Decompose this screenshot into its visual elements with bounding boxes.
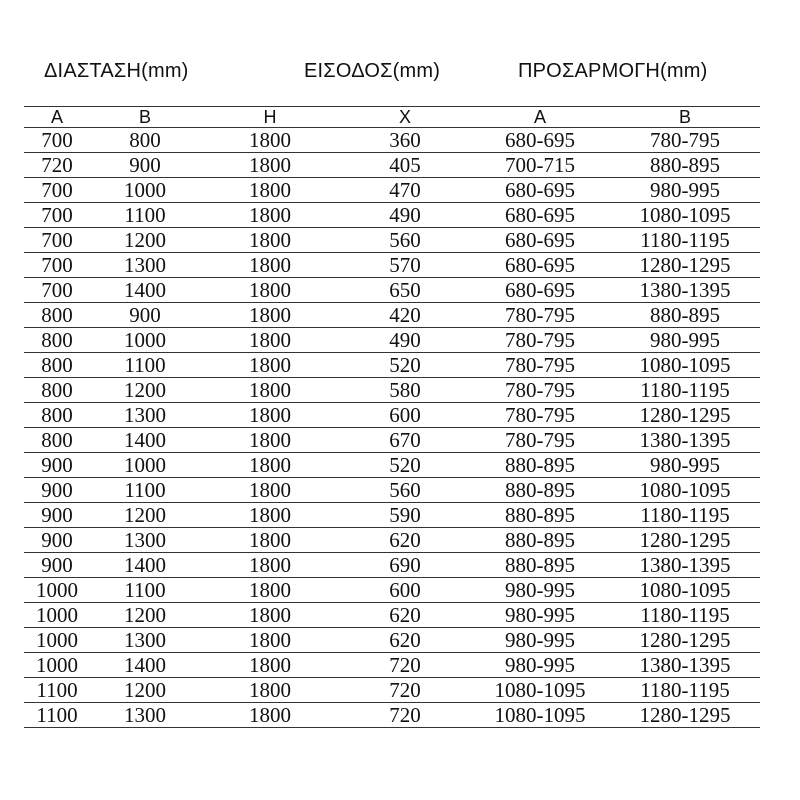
cell-height: 1800 — [200, 703, 340, 728]
table-row — [24, 678, 760, 703]
table-row — [24, 228, 760, 253]
cell-adjustment-a: 680-695 — [470, 228, 610, 253]
cell-height: 1800 — [200, 278, 340, 303]
cell-entry-x: 650 — [340, 278, 470, 303]
table-row — [24, 303, 760, 328]
cell-adjustment-b: 780-795 — [610, 128, 760, 153]
cell-entry-x: 720 — [340, 678, 470, 703]
cell-dimension-b: 1300 — [90, 528, 200, 553]
cell-entry-x: 520 — [340, 353, 470, 378]
cell-adjustment-b: 1180-1195 — [610, 678, 760, 703]
cell-adjustment-b: 880-895 — [610, 153, 760, 178]
cell-dimension-b: 1400 — [90, 653, 200, 678]
table-row — [24, 253, 760, 278]
table-row — [24, 353, 760, 378]
cell-dimension-b: 1400 — [90, 553, 200, 578]
cell-adjustment-a: 1080-1095 — [470, 703, 610, 728]
cell-dimension-a: 1100 — [24, 703, 90, 728]
cell-dimension-a: 800 — [24, 403, 90, 428]
table-row — [24, 328, 760, 353]
cell-dimension-a: 800 — [24, 428, 90, 453]
table-row — [24, 578, 760, 603]
column-header-adjustment-b: B — [610, 107, 760, 128]
cell-adjustment-a: 880-895 — [470, 503, 610, 528]
table-row — [24, 128, 760, 153]
cell-adjustment-b: 1380-1395 — [610, 653, 760, 678]
cell-adjustment-a: 680-695 — [470, 278, 610, 303]
cell-entry-x: 490 — [340, 328, 470, 353]
cell-height: 1800 — [200, 503, 340, 528]
cell-adjustment-b: 1080-1095 — [610, 578, 760, 603]
entry-group-header: ΕΙΣΟΔΟΣ(mm) — [304, 60, 441, 82]
cell-adjustment-a: 780-795 — [470, 328, 610, 353]
cell-dimension-a: 700 — [24, 278, 90, 303]
cell-dimension-b: 1200 — [90, 378, 200, 403]
cell-adjustment-b: 1280-1295 — [610, 528, 760, 553]
cell-height: 1800 — [200, 128, 340, 153]
cell-adjustment-a: 880-895 — [470, 553, 610, 578]
dimensions-table — [24, 106, 760, 728]
cell-dimension-a: 1000 — [24, 653, 90, 678]
cell-dimension-b: 1300 — [90, 703, 200, 728]
cell-entry-x: 490 — [340, 203, 470, 228]
cell-dimension-a: 700 — [24, 178, 90, 203]
cell-height: 1800 — [200, 153, 340, 178]
cell-adjustment-b: 1380-1395 — [610, 428, 760, 453]
cell-height: 1800 — [200, 303, 340, 328]
cell-dimension-b: 1300 — [90, 253, 200, 278]
cell-adjustment-a: 780-795 — [470, 378, 610, 403]
cell-dimension-a: 900 — [24, 553, 90, 578]
cell-adjustment-b: 980-995 — [610, 328, 760, 353]
cell-entry-x: 600 — [340, 578, 470, 603]
cell-entry-x: 405 — [340, 153, 470, 178]
cell-dimension-a: 700 — [24, 128, 90, 153]
cell-height: 1800 — [200, 328, 340, 353]
table-row — [24, 553, 760, 578]
cell-dimension-a: 720 — [24, 153, 90, 178]
cell-adjustment-b: 1080-1095 — [610, 478, 760, 503]
cell-entry-x: 590 — [340, 503, 470, 528]
cell-adjustment-a: 700-715 — [470, 153, 610, 178]
cell-dimension-a: 800 — [24, 303, 90, 328]
cell-adjustment-b: 1380-1395 — [610, 553, 760, 578]
cell-entry-x: 690 — [340, 553, 470, 578]
cell-dimension-a: 900 — [24, 503, 90, 528]
cell-entry-x: 720 — [340, 653, 470, 678]
cell-adjustment-a: 780-795 — [470, 353, 610, 378]
cell-adjustment-a: 680-695 — [470, 128, 610, 153]
cell-dimension-a: 800 — [24, 353, 90, 378]
cell-height: 1800 — [200, 578, 340, 603]
cell-adjustment-b: 1280-1295 — [610, 253, 760, 278]
cell-adjustment-a: 680-695 — [470, 203, 610, 228]
cell-dimension-b: 1300 — [90, 628, 200, 653]
column-header-adjustment-a: A — [470, 107, 610, 128]
cell-adjustment-a: 680-695 — [470, 253, 610, 278]
cell-adjustment-a: 980-995 — [470, 628, 610, 653]
column-header-height: H — [200, 107, 340, 128]
table-row — [24, 153, 760, 178]
cell-dimension-a: 700 — [24, 253, 90, 278]
cell-dimension-a: 800 — [24, 378, 90, 403]
cell-adjustment-b: 1380-1395 — [610, 278, 760, 303]
cell-entry-x: 520 — [340, 453, 470, 478]
cell-entry-x: 360 — [340, 128, 470, 153]
cell-entry-x: 560 — [340, 478, 470, 503]
cell-adjustment-b: 1280-1295 — [610, 703, 760, 728]
cell-dimension-b: 1100 — [90, 353, 200, 378]
cell-dimension-b: 1200 — [90, 603, 200, 628]
cell-dimension-b: 1200 — [90, 228, 200, 253]
cell-height: 1800 — [200, 403, 340, 428]
cell-height: 1800 — [200, 603, 340, 628]
cell-adjustment-a: 780-795 — [470, 403, 610, 428]
cell-adjustment-b: 1280-1295 — [610, 403, 760, 428]
cell-entry-x: 620 — [340, 603, 470, 628]
cell-height: 1800 — [200, 178, 340, 203]
column-header-row — [24, 107, 760, 128]
cell-dimension-a: 900 — [24, 453, 90, 478]
table-row — [24, 653, 760, 678]
group-headers — [0, 60, 800, 94]
column-header-dimension-a: A — [24, 107, 90, 128]
table-row — [24, 403, 760, 428]
cell-adjustment-a: 980-995 — [470, 653, 610, 678]
cell-dimension-b: 1000 — [90, 328, 200, 353]
cell-entry-x: 420 — [340, 303, 470, 328]
cell-adjustment-a: 880-895 — [470, 528, 610, 553]
table-row — [24, 203, 760, 228]
cell-adjustment-b: 1180-1195 — [610, 228, 760, 253]
cell-adjustment-b: 1180-1195 — [610, 378, 760, 403]
cell-adjustment-b: 1280-1295 — [610, 628, 760, 653]
cell-adjustment-a: 780-795 — [470, 428, 610, 453]
cell-adjustment-b: 1080-1095 — [610, 353, 760, 378]
cell-adjustment-a: 880-895 — [470, 453, 610, 478]
cell-dimension-b: 1100 — [90, 578, 200, 603]
cell-height: 1800 — [200, 228, 340, 253]
cell-entry-x: 580 — [340, 378, 470, 403]
cell-dimension-b: 900 — [90, 303, 200, 328]
cell-adjustment-b: 980-995 — [610, 178, 760, 203]
cell-height: 1800 — [200, 553, 340, 578]
cell-entry-x: 560 — [340, 228, 470, 253]
dimension-group-header: ΔΙΑΣΤΑΣΗ(mm) — [44, 60, 189, 82]
table-row — [24, 178, 760, 203]
cell-adjustment-b: 1080-1095 — [610, 203, 760, 228]
cell-dimension-b: 1300 — [90, 403, 200, 428]
cell-entry-x: 470 — [340, 178, 470, 203]
cell-adjustment-a: 680-695 — [470, 178, 610, 203]
cell-adjustment-b: 1180-1195 — [610, 603, 760, 628]
cell-dimension-b: 1400 — [90, 278, 200, 303]
cell-entry-x: 670 — [340, 428, 470, 453]
cell-height: 1800 — [200, 678, 340, 703]
cell-adjustment-b: 1180-1195 — [610, 503, 760, 528]
cell-height: 1800 — [200, 528, 340, 553]
cell-dimension-b: 800 — [90, 128, 200, 153]
cell-height: 1800 — [200, 628, 340, 653]
cell-dimension-b: 1100 — [90, 203, 200, 228]
cell-dimension-b: 1400 — [90, 428, 200, 453]
cell-adjustment-a: 780-795 — [470, 303, 610, 328]
cell-adjustment-b: 880-895 — [610, 303, 760, 328]
cell-dimension-a: 700 — [24, 228, 90, 253]
table-row — [24, 378, 760, 403]
cell-height: 1800 — [200, 453, 340, 478]
table-row — [24, 528, 760, 553]
cell-dimension-a: 900 — [24, 478, 90, 503]
cell-dimension-b: 1000 — [90, 178, 200, 203]
cell-dimension-a: 1100 — [24, 678, 90, 703]
column-header-entry-x: X — [340, 107, 470, 128]
cell-height: 1800 — [200, 378, 340, 403]
cell-dimension-a: 900 — [24, 528, 90, 553]
cell-dimension-b: 1200 — [90, 678, 200, 703]
cell-height: 1800 — [200, 428, 340, 453]
table-row — [24, 628, 760, 653]
cell-entry-x: 570 — [340, 253, 470, 278]
adjustment-group-header: ΠΡΟΣΑΡΜΟΓΗ(mm) — [518, 60, 708, 82]
cell-dimension-a: 800 — [24, 328, 90, 353]
table-row — [24, 703, 760, 728]
cell-dimension-b: 1200 — [90, 503, 200, 528]
table-head — [24, 107, 760, 128]
cell-adjustment-a: 980-995 — [470, 603, 610, 628]
cell-adjustment-a: 980-995 — [470, 578, 610, 603]
cell-height: 1800 — [200, 253, 340, 278]
cell-entry-x: 620 — [340, 628, 470, 653]
cell-height: 1800 — [200, 203, 340, 228]
cell-height: 1800 — [200, 653, 340, 678]
table-row — [24, 503, 760, 528]
cell-height: 1800 — [200, 353, 340, 378]
cell-entry-x: 720 — [340, 703, 470, 728]
table-row — [24, 453, 760, 478]
cell-dimension-a: 1000 — [24, 578, 90, 603]
table-body — [24, 128, 760, 728]
cell-dimension-a: 1000 — [24, 628, 90, 653]
cell-adjustment-a: 880-895 — [470, 478, 610, 503]
cell-dimension-b: 900 — [90, 153, 200, 178]
table-row — [24, 278, 760, 303]
cell-dimension-a: 1000 — [24, 603, 90, 628]
cell-adjustment-b: 980-995 — [610, 453, 760, 478]
cell-dimension-b: 1000 — [90, 453, 200, 478]
cell-dimension-b: 1100 — [90, 478, 200, 503]
cell-entry-x: 600 — [340, 403, 470, 428]
cell-dimension-a: 700 — [24, 203, 90, 228]
table-row — [24, 428, 760, 453]
table-row — [24, 478, 760, 503]
cell-entry-x: 620 — [340, 528, 470, 553]
cell-height: 1800 — [200, 478, 340, 503]
cell-adjustment-a: 1080-1095 — [470, 678, 610, 703]
column-header-dimension-b: B — [90, 107, 200, 128]
table-row — [24, 603, 760, 628]
